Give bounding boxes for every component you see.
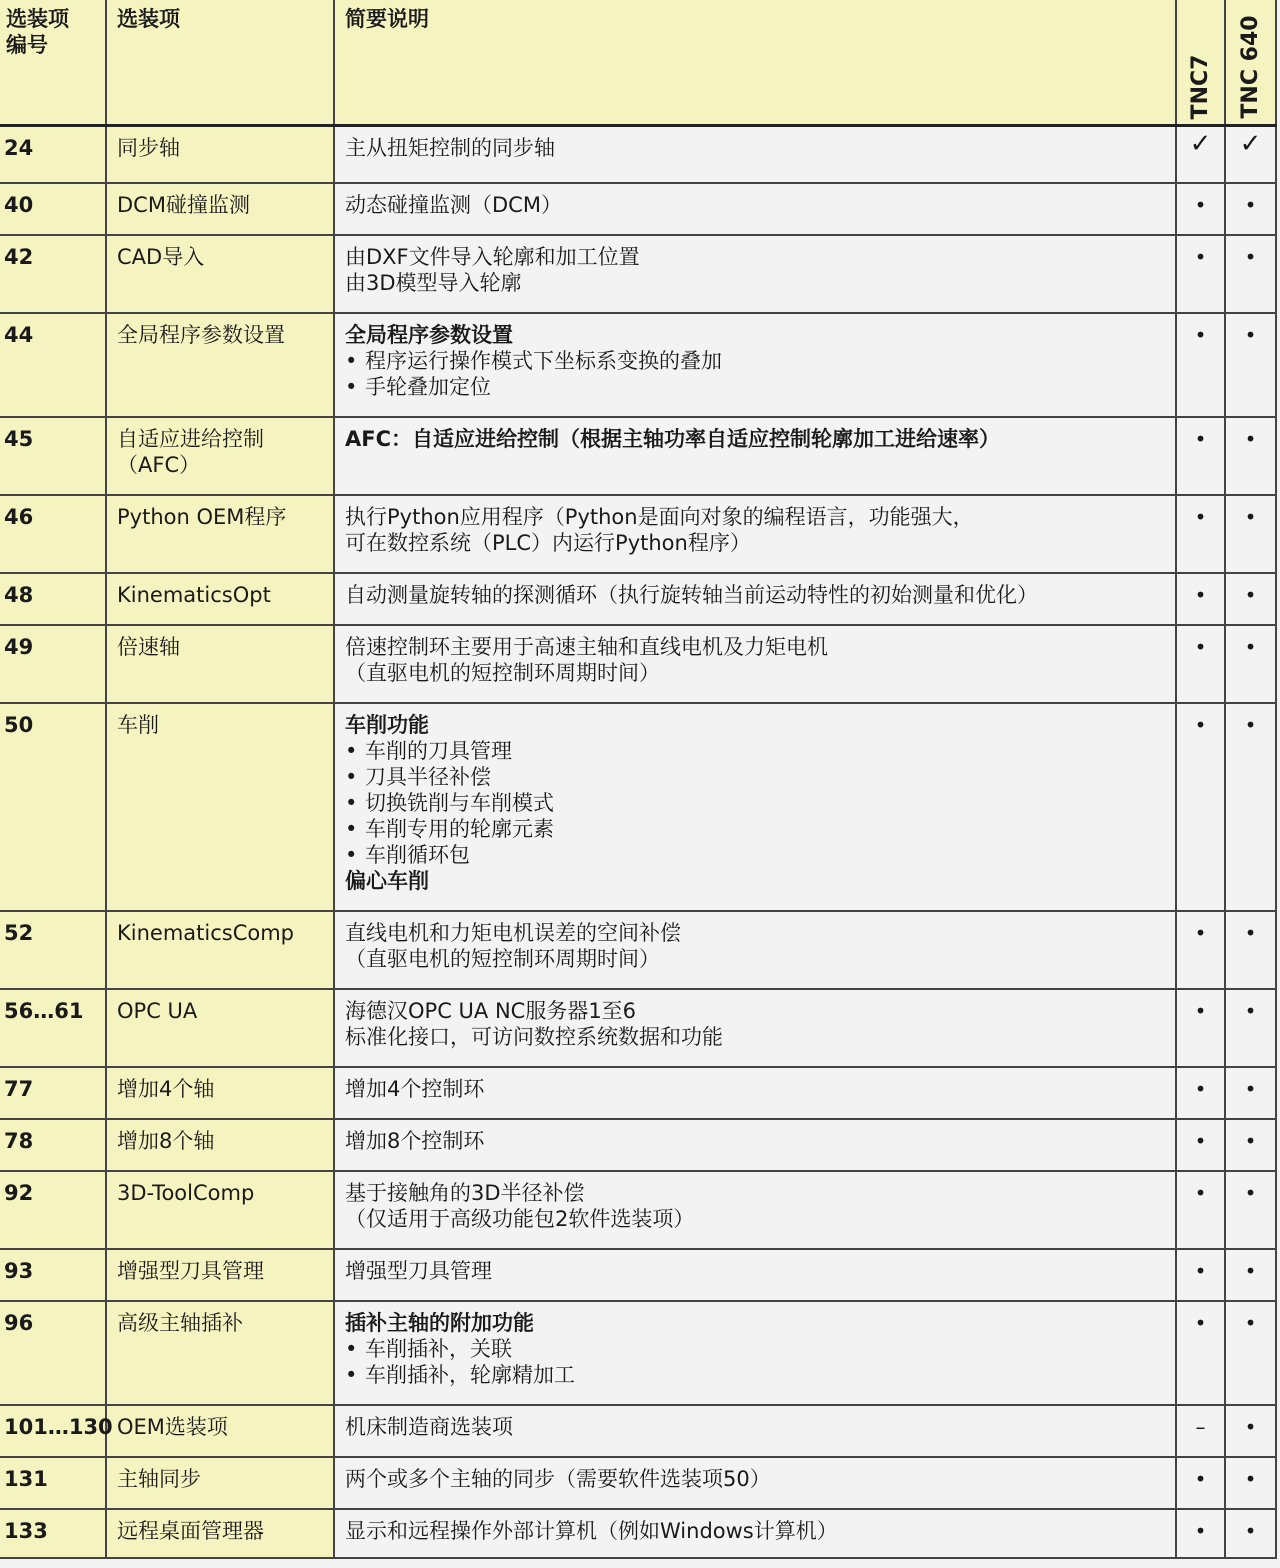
description-line: 可在数控系统（PLC）内运行Python程序） bbox=[345, 530, 751, 555]
tnc640-availability: • bbox=[1225, 183, 1276, 235]
option-number: 24 bbox=[0, 126, 106, 183]
tnc640-availability: • bbox=[1225, 1119, 1276, 1171]
option-number: 45 bbox=[0, 417, 106, 495]
bullet-text: 程序运行操作模式下坐标系变换的叠加 bbox=[365, 348, 722, 373]
option-description bbox=[334, 625, 1176, 703]
table-body bbox=[0, 126, 1276, 1558]
bullet-text: 车削循环包 bbox=[365, 842, 470, 867]
option-number: 48 bbox=[0, 573, 106, 625]
option-description bbox=[334, 1171, 1176, 1249]
option-number: 49 bbox=[0, 625, 106, 703]
description-heading: 全局程序参数设置 bbox=[345, 322, 513, 347]
bullet-text: 车削插补，轮廓精加工 bbox=[365, 1362, 575, 1387]
tnc7-availability: • bbox=[1176, 235, 1225, 313]
bullet-icon: • bbox=[345, 1362, 358, 1387]
description-bullet bbox=[345, 348, 1165, 374]
bullet-icon: • bbox=[345, 1336, 358, 1361]
table-row bbox=[0, 1509, 1276, 1558]
description-line: （仅适用于高级功能包2软件选装项） bbox=[345, 1206, 695, 1231]
table-row bbox=[0, 573, 1276, 625]
option-description bbox=[334, 1249, 1176, 1301]
option-number: 93 bbox=[0, 1249, 106, 1301]
description-line: 执行Python应用程序（Python是面向对象的编程语言，功能强大， bbox=[345, 504, 974, 529]
header-option-number: 选装项编号 bbox=[0, 0, 106, 126]
option-description bbox=[334, 1457, 1176, 1509]
tnc640-availability: • bbox=[1225, 1171, 1276, 1249]
table-row bbox=[0, 235, 1276, 313]
option-description bbox=[334, 495, 1176, 573]
tnc640-availability: • bbox=[1225, 495, 1276, 573]
bullet-text: 刀具半径补偿 bbox=[365, 764, 491, 789]
tnc7-availability: • bbox=[1176, 1249, 1225, 1301]
description-line: 显示和远程操作外部计算机（例如Windows计算机） bbox=[345, 1518, 838, 1543]
option-number: 42 bbox=[0, 235, 106, 313]
bullet-text: 车削专用的轮廓元素 bbox=[365, 816, 554, 841]
option-number: 46 bbox=[0, 495, 106, 573]
description-line: 两个或多个主轴的同步（需要软件选装项50） bbox=[345, 1466, 771, 1491]
tnc7-availability: • bbox=[1176, 989, 1225, 1067]
description-line: 基于接触角的3D半径补偿 bbox=[345, 1180, 585, 1205]
description-bullet bbox=[345, 1362, 1165, 1388]
tnc640-availability: • bbox=[1225, 989, 1276, 1067]
tnc640-availability: • bbox=[1225, 1301, 1276, 1405]
option-description bbox=[334, 417, 1176, 495]
bullet-icon: • bbox=[345, 816, 358, 841]
option-number: 133 bbox=[0, 1509, 106, 1558]
bullet-text: 手轮叠加定位 bbox=[365, 374, 491, 399]
option-name: 车削 bbox=[106, 703, 334, 911]
bullet-text: 切换铣削与车削模式 bbox=[365, 790, 554, 815]
option-name: Python OEM程序 bbox=[106, 495, 334, 573]
option-description bbox=[334, 573, 1176, 625]
option-name: 高级主轴插补 bbox=[106, 1301, 334, 1405]
description-line: （直驱电机的短控制环周期时间） bbox=[345, 660, 660, 685]
table-row bbox=[0, 495, 1276, 573]
description-bullet bbox=[345, 764, 1165, 790]
description-heading: 车削功能 bbox=[345, 712, 429, 737]
description-line: 海德汉OPC UA NC服务器1至6 bbox=[345, 998, 637, 1023]
tnc640-availability: • bbox=[1225, 235, 1276, 313]
bullet-icon: • bbox=[345, 842, 358, 867]
tnc7-availability: • bbox=[1176, 625, 1225, 703]
bullet-text: 车削插补，关联 bbox=[365, 1336, 512, 1361]
option-name: 增强型刀具管理 bbox=[106, 1249, 334, 1301]
description-line: 增强型刀具管理 bbox=[345, 1258, 492, 1283]
description-line: （直驱电机的短控制环周期时间） bbox=[345, 946, 660, 971]
option-number: 77 bbox=[0, 1067, 106, 1119]
option-number: 56…61 bbox=[0, 989, 106, 1067]
tnc7-availability: • bbox=[1176, 1171, 1225, 1249]
option-description bbox=[334, 1509, 1176, 1558]
option-name: OPC UA bbox=[106, 989, 334, 1067]
tnc7-availability: • bbox=[1176, 703, 1225, 911]
option-number: 52 bbox=[0, 911, 106, 989]
tnc7-availability: • bbox=[1176, 911, 1225, 989]
header-description: 简要说明 bbox=[334, 0, 1176, 126]
option-name: 同步轴 bbox=[106, 126, 334, 183]
description-line: 由DXF文件导入轮廓和加工位置 bbox=[345, 244, 640, 269]
option-number: 131 bbox=[0, 1457, 106, 1509]
option-number: 50 bbox=[0, 703, 106, 911]
tnc640-availability: • bbox=[1225, 911, 1276, 989]
tnc7-availability: • bbox=[1176, 1301, 1225, 1405]
description-heading: 插补主轴的附加功能 bbox=[345, 1310, 534, 1335]
tnc640-availability: • bbox=[1225, 703, 1276, 911]
tnc640-availability: • bbox=[1225, 1249, 1276, 1301]
option-name: CAD导入 bbox=[106, 235, 334, 313]
table-row bbox=[0, 183, 1276, 235]
option-description bbox=[334, 235, 1176, 313]
description-line: 直线电机和力矩电机误差的空间补偿 bbox=[345, 920, 681, 945]
option-description bbox=[334, 703, 1176, 911]
option-name: 自适应进给控制（AFC） bbox=[106, 417, 334, 495]
option-number: 44 bbox=[0, 313, 106, 417]
tnc7-availability: • bbox=[1176, 313, 1225, 417]
tnc7-availability: • bbox=[1176, 1067, 1225, 1119]
table-row bbox=[0, 625, 1276, 703]
tnc7-availability: • bbox=[1176, 573, 1225, 625]
option-number: 96 bbox=[0, 1301, 106, 1405]
tnc7-availability: • bbox=[1176, 417, 1225, 495]
table-row bbox=[0, 313, 1276, 417]
description-bullet bbox=[345, 738, 1165, 764]
option-description bbox=[334, 126, 1176, 183]
description-line: 主从扭矩控制的同步轴 bbox=[345, 136, 555, 160]
table-row bbox=[0, 1301, 1276, 1405]
option-name: 倍速轴 bbox=[106, 625, 334, 703]
tnc640-availability: ✓ bbox=[1225, 126, 1276, 183]
table-row bbox=[0, 1249, 1276, 1301]
tnc640-availability: • bbox=[1225, 1457, 1276, 1509]
tnc640-availability: • bbox=[1225, 573, 1276, 625]
table-row bbox=[0, 1119, 1276, 1171]
tnc7-availability: • bbox=[1176, 495, 1225, 573]
description-tail: 偏心车削 bbox=[345, 868, 429, 893]
table-row bbox=[0, 126, 1276, 183]
option-name: KinematicsComp bbox=[106, 911, 334, 989]
table-row bbox=[0, 911, 1276, 989]
option-name: 全局程序参数设置 bbox=[106, 313, 334, 417]
option-name: OEM选装项 bbox=[106, 1405, 334, 1457]
tnc7-availability: • bbox=[1176, 1509, 1225, 1558]
tnc640-availability: • bbox=[1225, 1405, 1276, 1457]
table-row bbox=[0, 417, 1276, 495]
description-bullet bbox=[345, 816, 1165, 842]
description-line: 机床制造商选装项 bbox=[345, 1414, 513, 1439]
option-number: 78 bbox=[0, 1119, 106, 1171]
description-prefix: AFC： bbox=[345, 426, 413, 451]
table-row bbox=[0, 1405, 1276, 1457]
description-line: 由3D模型导入轮廓 bbox=[345, 270, 522, 295]
tnc7-availability: • bbox=[1176, 1119, 1225, 1171]
option-description bbox=[334, 1301, 1176, 1405]
option-number: 92 bbox=[0, 1171, 106, 1249]
tnc640-availability: • bbox=[1225, 417, 1276, 495]
tnc7-availability: • bbox=[1176, 183, 1225, 235]
table-header bbox=[0, 0, 1276, 126]
option-name: 增加4个轴 bbox=[106, 1067, 334, 1119]
tnc7-availability: • bbox=[1176, 1457, 1225, 1509]
bullet-icon: • bbox=[345, 738, 358, 763]
table-row bbox=[0, 703, 1276, 911]
table-row bbox=[0, 1067, 1276, 1119]
tnc640-availability: • bbox=[1225, 313, 1276, 417]
option-number: 101…130 bbox=[0, 1405, 106, 1457]
table-row bbox=[0, 989, 1276, 1067]
tnc640-availability: • bbox=[1225, 625, 1276, 703]
option-name: DCM碰撞监测 bbox=[106, 183, 334, 235]
option-name: 远程桌面管理器 bbox=[106, 1509, 334, 1558]
option-name: KinematicsOpt bbox=[106, 573, 334, 625]
header-tnc7: TNC7 bbox=[1176, 0, 1225, 126]
table-row bbox=[0, 1457, 1276, 1509]
bullet-icon: • bbox=[345, 374, 358, 399]
option-name: 主轴同步 bbox=[106, 1457, 334, 1509]
tnc640-availability: • bbox=[1225, 1509, 1276, 1558]
description-line: 增加4个控制环 bbox=[345, 1076, 485, 1101]
description-line bbox=[345, 426, 1165, 452]
description-line: 增加8个控制环 bbox=[345, 1128, 485, 1153]
option-number: 40 bbox=[0, 183, 106, 235]
bullet-icon: • bbox=[345, 790, 358, 815]
option-description bbox=[334, 1119, 1176, 1171]
bullet-icon: • bbox=[345, 764, 358, 789]
description-bullet bbox=[345, 374, 1165, 400]
option-description bbox=[334, 183, 1176, 235]
tnc7-availability: – bbox=[1176, 1405, 1225, 1457]
tnc640-availability: • bbox=[1225, 1067, 1276, 1119]
option-description bbox=[334, 313, 1176, 417]
description-bullet bbox=[345, 842, 1165, 868]
description-text: 自适应进给控制（根据主轴功率自适应控制轮廓加工进给速率） bbox=[412, 426, 1001, 451]
option-name: 3D-ToolComp bbox=[106, 1171, 334, 1249]
bullet-text: 车削的刀具管理 bbox=[365, 738, 512, 763]
description-line: 标准化接口，可访问数控系统数据和功能 bbox=[345, 1024, 723, 1049]
header-tnc640: TNC 640 bbox=[1225, 0, 1276, 126]
description-line: 倍速控制环主要用于高速主轴和直线电机及力矩电机 bbox=[345, 634, 828, 659]
bullet-icon: • bbox=[345, 348, 358, 373]
description-bullet bbox=[345, 1336, 1165, 1362]
description-line: 自动测量旋转轴的探测循环（执行旋转轴当前运动特性的初始测量和优化） bbox=[345, 582, 1038, 607]
table-row bbox=[0, 1171, 1276, 1249]
option-description bbox=[334, 1067, 1176, 1119]
tnc7-availability: ✓ bbox=[1176, 126, 1225, 183]
option-name: 增加8个轴 bbox=[106, 1119, 334, 1171]
option-description bbox=[334, 1405, 1176, 1457]
option-description bbox=[334, 911, 1176, 989]
description-line: 动态碰撞监测（DCM） bbox=[345, 192, 562, 217]
description-bullet bbox=[345, 790, 1165, 816]
header-option: 选装项 bbox=[106, 0, 334, 126]
option-description bbox=[334, 989, 1176, 1067]
